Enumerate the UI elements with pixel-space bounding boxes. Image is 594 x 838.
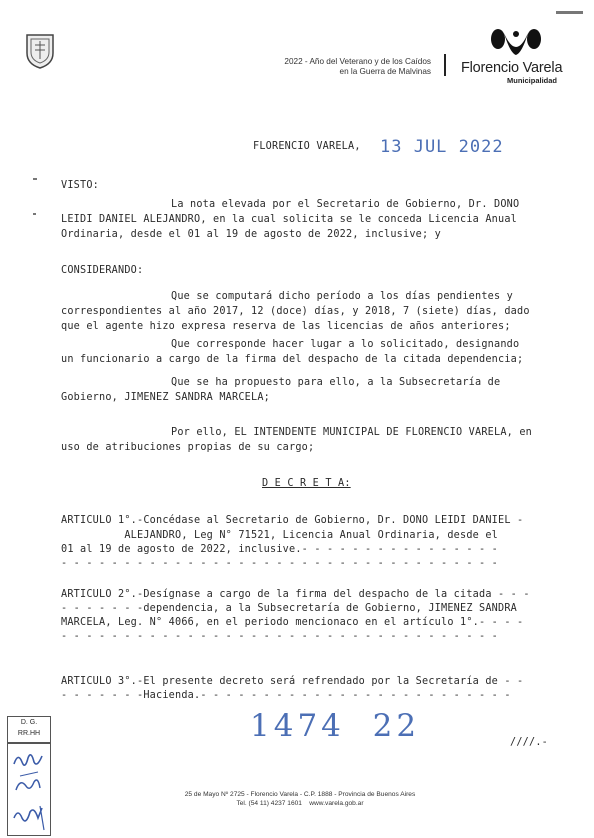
article-1-line: ALEJANDRO, Leg N° 71521, Licencia Anual Ordinaria, desde el	[61, 530, 499, 541]
article-1-line: ARTICULO 1°.-Concédase al Secretario de Gobierno, Dr. DONO LEIDI DANIEL -	[61, 515, 524, 526]
motto-line-2: en la Guerra de Malvinas	[339, 67, 431, 76]
footer-address: 25 de Mayo Nº 2725 - Florencio Varela - C.P. 1888 - Provincia de Buenos Aires	[184, 791, 416, 798]
considerando-line: correspondientes al año 2017, 12 (doce) días, y 2018, 7 (siete) días, dado	[61, 306, 530, 317]
corner-mark	[556, 11, 583, 14]
article-2-line: ARTICULO 2°.-Desígnase a cargo de la firma del despacho de la citada - - -	[61, 589, 530, 600]
considerando-line: un funcionario a cargo de la firma del despacho de la citada dependencia;	[61, 354, 524, 365]
considerando-heading: CONSIDERANDO:	[61, 265, 144, 276]
visto-heading: VISTO:	[61, 180, 100, 191]
margin-mark	[33, 178, 37, 180]
footer-contact: Tel. (54 11) 4237 1601 www.varela.gob.ar	[236, 800, 364, 807]
municipality-logo-icon	[488, 27, 544, 59]
article-1-line: - - - - - - - - - - - - - - - - - - - - - - - - - - - - - - - - - - -	[61, 558, 499, 569]
continuation-mark: ////.-	[510, 737, 549, 748]
decreta-heading: D E C R E T A:	[262, 478, 351, 489]
handwritten-initials	[10, 746, 46, 832]
header-motto	[211, 57, 431, 77]
article-2-line: MARCELA, Leg. N° 4066, en el periodo mencionaco en el artículo 1°.- - - -	[61, 617, 524, 628]
date-stamp: 13 JUL 2022	[380, 137, 504, 157]
hr-stamp-line-2: RR.HH	[17, 730, 41, 737]
hr-stamp-line-1: D. G.	[20, 719, 38, 726]
brand-subtitle: Municipalidad	[507, 76, 558, 85]
brand-name: Florencio Varela	[461, 60, 563, 76]
article-3-line: ARTICULO 3°.-El presente decreto será refrendado por la Secretaría de - -	[61, 676, 524, 687]
considerando-line: Que se computará dicho período a los días pendientes y	[171, 291, 514, 302]
article-2-line: - - - - - - -dependencia, a la Subsecretaría de Gobierno, JIMENEZ SANDRA	[61, 603, 518, 614]
article-1-line: 01 al 19 de agosto de 2022, inclusive.- - - - - - - - - - - - - - - -	[61, 544, 499, 555]
considerando-line: Gobierno, JIMENEZ SANDRA MARCELA;	[61, 392, 271, 403]
visto-line: La nota elevada por el Secretario de Gobierno, Dr. DONO	[171, 199, 520, 210]
motto-line-1: 2022 - Año del Veterano y de los Caídos	[284, 57, 431, 66]
header-divider	[444, 54, 446, 76]
dateline-city: FLORENCIO VARELA,	[253, 141, 361, 152]
considerando-line: Que corresponde hacer lugar a lo solicitado, designando	[171, 339, 520, 350]
coat-of-arms-icon	[25, 33, 55, 69]
decree-number-stamp: 1474 22	[250, 708, 421, 744]
considerando-line: que el agente hizo expresa reserva de las licencias de años anteriores;	[61, 321, 511, 332]
hr-stamp-box	[7, 716, 51, 744]
visto-line: Ordinaria, desde el 01 al 19 de agosto de 2022, inclusive; y	[61, 229, 442, 240]
margin-mark	[33, 213, 36, 215]
considerando-line: Que se ha propuesto para ello, a la Subsecretaría de	[171, 377, 501, 388]
article-3-line: - - - - - - -Hacienda.- - - - - - - - - - - - - - - - - - - - - - - - -	[61, 690, 511, 701]
considerando-line: uso de atribuciones propias de su cargo;	[61, 442, 315, 453]
considerando-line: Por ello, EL INTENDENTE MUNICIPAL DE FLORENCIO VARELA, en	[171, 427, 533, 438]
footer	[140, 790, 460, 808]
visto-line: LEIDI DANIEL ALEJANDRO, en la cual solicita se le conceda Licencia Anual	[61, 214, 518, 225]
article-2-line: - - - - - - - - - - - - - - - - - - - - - - - - - - - - - - - - - - -	[61, 631, 499, 642]
